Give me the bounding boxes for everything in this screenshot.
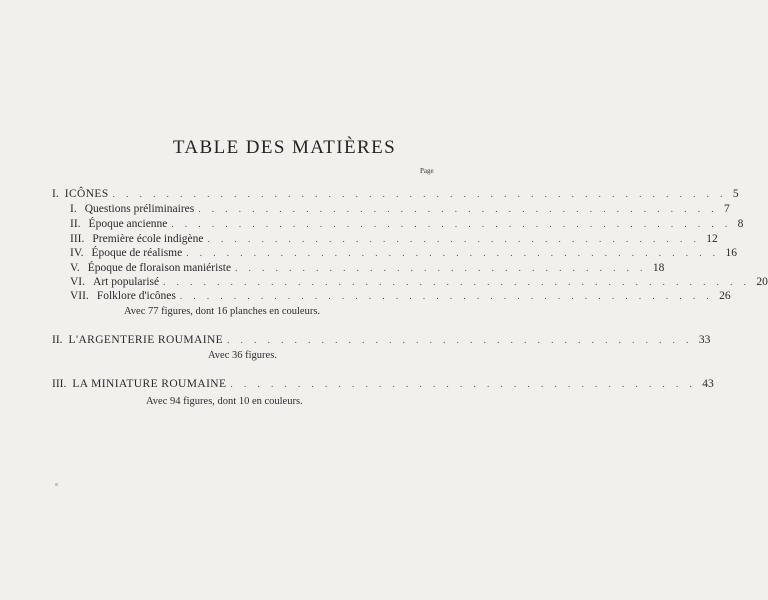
section-note: Avec 77 figures, dont 16 planches en couleurs. (124, 306, 321, 317)
toc-section-row (52, 333, 711, 347)
item-label: Première école indigène (92, 233, 204, 245)
item-label: Questions préliminaires (84, 203, 195, 215)
item-page: 7 (724, 203, 730, 215)
toc-item-row (70, 246, 737, 260)
dot-leader: . . . . . . . . . . . . . . . . . . . . . . . . . . . . . . . . . . . . . . . . . . . . (163, 277, 751, 287)
item-label: Époque de réalisme (91, 247, 183, 259)
toc-section-row (52, 187, 739, 201)
section-page: 33 (698, 334, 711, 346)
item-label: Art popularisé (93, 276, 160, 288)
item-numeral: II. (70, 218, 81, 230)
dot-leader: . . . . . . . . . . . . . . . . . . . . . . . . . . . . . . . . . . . . . . . . (179, 291, 714, 301)
item-numeral: IV. (70, 247, 84, 259)
item-numeral: I. (70, 203, 77, 215)
item-page: 20 (756, 276, 768, 288)
item-numeral: VII. (70, 290, 89, 302)
item-page: 18 (652, 262, 665, 274)
section-numeral: III. (52, 378, 67, 390)
dot-leader: . . . . . . . . . . . . . . . . . . . . . . . . . . . . . . . (235, 263, 647, 273)
section-note: Avec 94 figures, dont 10 en couleurs. (146, 396, 303, 407)
dot-leader: . . . . . . . . . . . . . . . . . . . . . . . . . . . . . . . . . . . . . . . (198, 204, 719, 214)
item-page: 8 (737, 218, 744, 230)
section-label: LA MINIATURE ROUMAINE (72, 378, 227, 390)
item-numeral: VI. (70, 276, 86, 288)
dot-leader: . . . . . . . . . . . . . . . . . . . . . . . . . . . . . . . . . . . (227, 335, 693, 345)
dot-leader: . . . . . . . . . . . . . . . . . . . . . . . . . . . . . . . . . . . . . (207, 234, 701, 244)
dot-leader: . . . . . . . . . . . . . . . . . . . . . . . . . . . . . . . . . . . . . . . . . . (171, 219, 732, 229)
item-label: Époque de floraison maniériste (87, 262, 232, 274)
section-label: ICÔNES (64, 188, 109, 200)
item-label: Époque ancienne (88, 218, 168, 230)
item-numeral: III. (70, 233, 85, 245)
section-numeral: II. (52, 334, 63, 346)
page-title: TABLE DES MATIÈRES (172, 137, 397, 158)
item-page: 12 (706, 233, 718, 245)
toc-item-row (70, 232, 718, 246)
item-numeral: V. (70, 262, 80, 274)
section-numeral: I. (52, 188, 59, 200)
dot-leader: . . . . . . . . . . . . . . . . . . . . . . . . . . . . . . . . . . . . . . . . (186, 248, 720, 258)
toc-item-row (70, 289, 731, 303)
page-column-header: Page (420, 167, 434, 175)
section-page: 43 (702, 378, 714, 390)
toc-item-row (70, 275, 768, 289)
item-page: 16 (725, 247, 737, 259)
toc-item-row (70, 202, 730, 216)
toc-item-row (70, 261, 665, 275)
section-page: 5 (732, 188, 739, 200)
toc-item-row (70, 217, 744, 231)
dot-leader: . . . . . . . . . . . . . . . . . . . . . . . . . . . . . . . . . . . . . . . . . . . . . . (112, 189, 727, 199)
section-note: Avec 36 figures. (208, 350, 277, 361)
dot-leader: . . . . . . . . . . . . . . . . . . . . . . . . . . . . . . . . . . . (230, 379, 697, 389)
toc-section-row (52, 377, 714, 391)
item-label: Folklore d'icônes (96, 290, 176, 302)
section-label: L'ARGENTERIE ROUMAINE (68, 334, 224, 346)
paper-speck (55, 483, 58, 486)
item-page: 26 (719, 290, 731, 302)
